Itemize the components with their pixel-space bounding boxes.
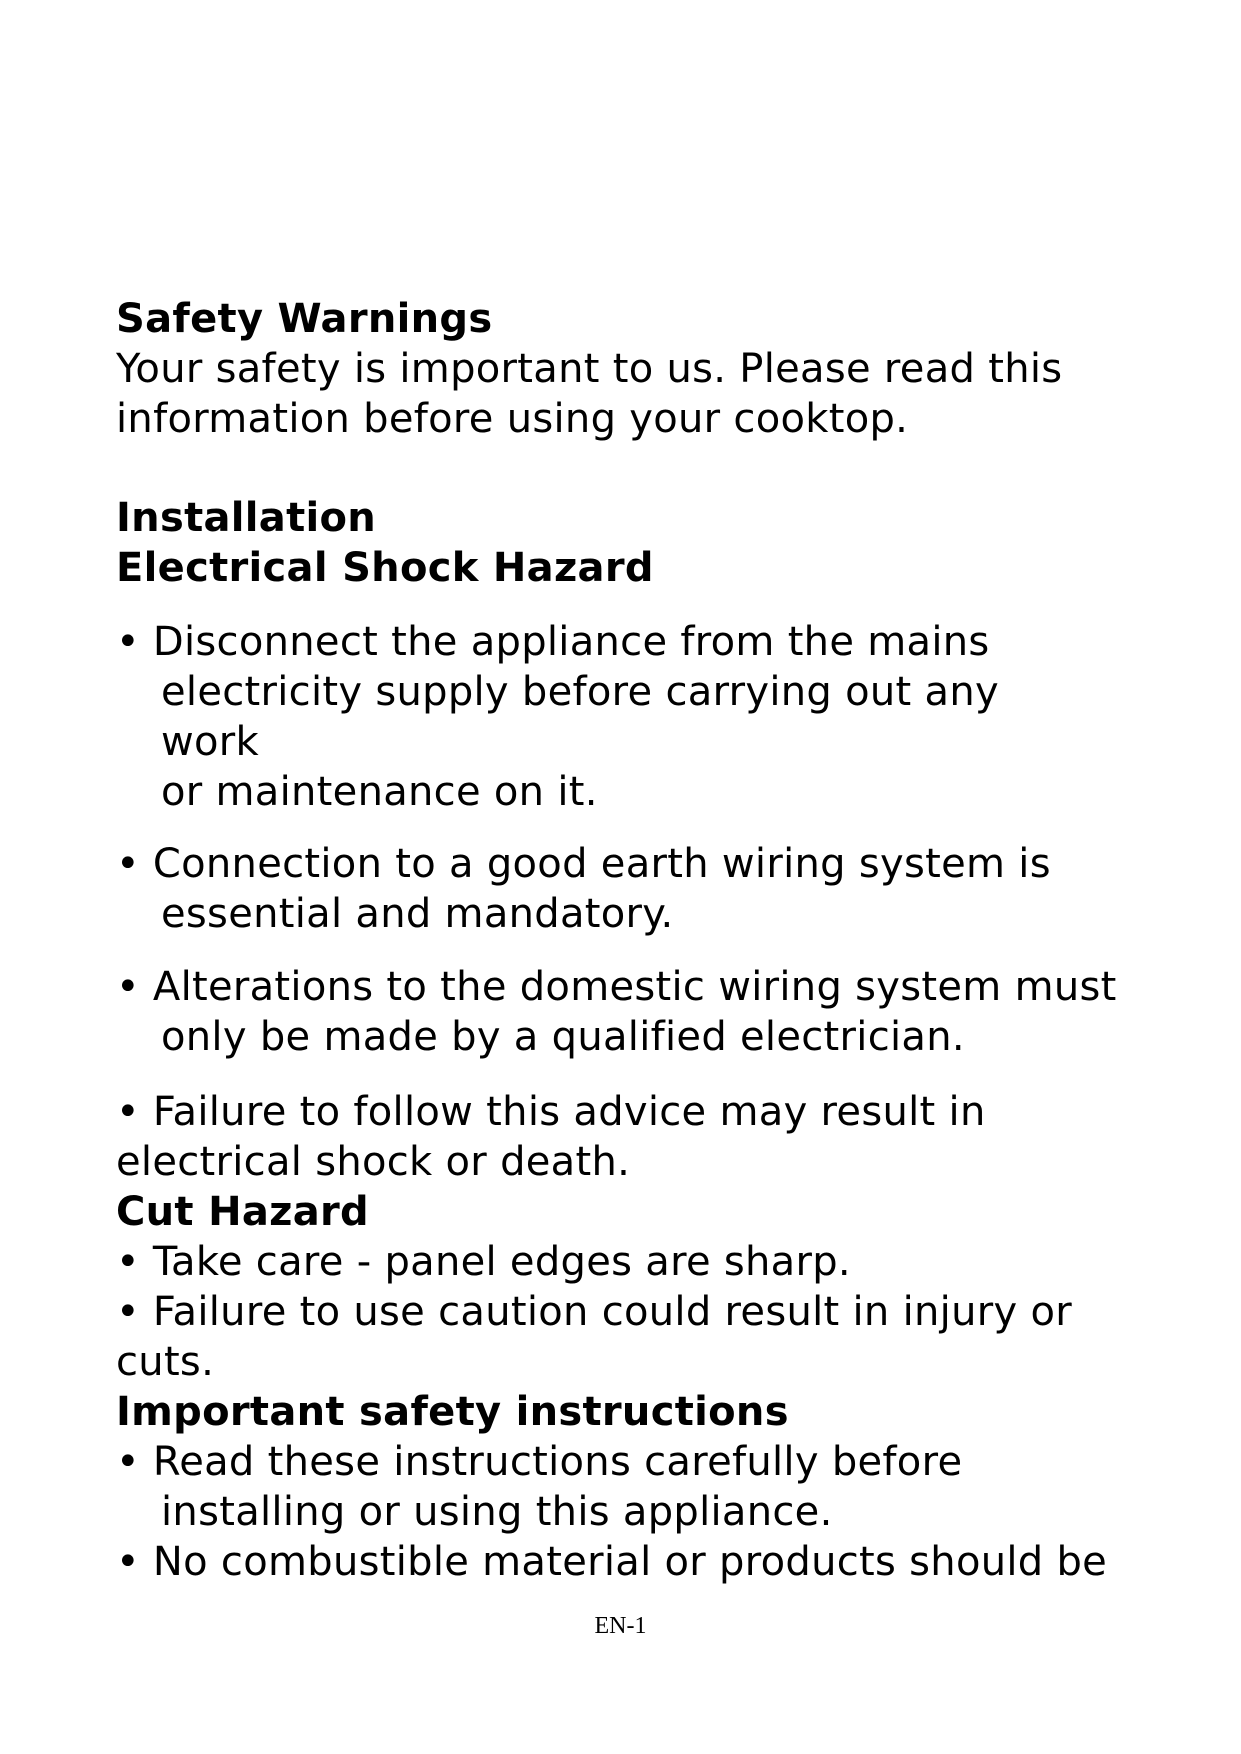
bullet-item-alterations: • Alterations to the domestic wiring system must <box>116 964 1117 1010</box>
bullet-item-failure-advice-continuation: electrical shock or death. <box>116 1139 631 1185</box>
section-heading-cut-hazard: Cut Hazard <box>116 1189 369 1235</box>
bullet-item-earth-wiring: • Connection to a good earth wiring system is <box>116 841 1051 887</box>
bullet-item-disconnect: • Disconnect the appliance from the mains <box>116 619 990 665</box>
bullet-item-earth-wiring-continuation: essential and mandatory. <box>161 891 674 937</box>
page-title: Safety Warnings <box>116 296 493 342</box>
intro-line: information before using your cooktop. <box>116 396 909 442</box>
page-number: EN-1 <box>594 1613 647 1639</box>
bullet-item-disconnect-continuation: electricity supply before carrying out any <box>161 669 999 715</box>
bullet-item-read-instructions-continuation: installing or using this appliance. <box>161 1489 833 1535</box>
bullet-item-caution-continuation: cuts. <box>116 1339 215 1385</box>
bullet-item-caution: • Failure to use caution could result in injury or <box>116 1289 1072 1335</box>
bullet-item-panel-edges: • Take care - panel edges are sharp. <box>116 1239 851 1285</box>
section-heading-important-safety-instructions: Important safety instructions <box>116 1389 789 1435</box>
bullet-item-read-instructions: • Read these instructions carefully before <box>116 1439 963 1485</box>
document-page <box>116 0 1226 1754</box>
intro-line: Your safety is important to us. Please read this <box>116 346 1063 392</box>
section-heading-electrical-shock-hazard: Electrical Shock Hazard <box>116 545 654 591</box>
bullet-item-alterations-continuation: only be made by a qualified electrician. <box>161 1014 965 1060</box>
bullet-item-failure-advice: • Failure to follow this advice may result in <box>116 1089 986 1135</box>
bullet-item-disconnect-continuation: work <box>161 719 259 765</box>
bullet-item-combustible-material: • No combustible material or products should be <box>116 1539 1108 1585</box>
section-heading-installation: Installation <box>116 495 377 541</box>
bullet-item-disconnect-continuation: or maintenance on it. <box>161 769 598 815</box>
